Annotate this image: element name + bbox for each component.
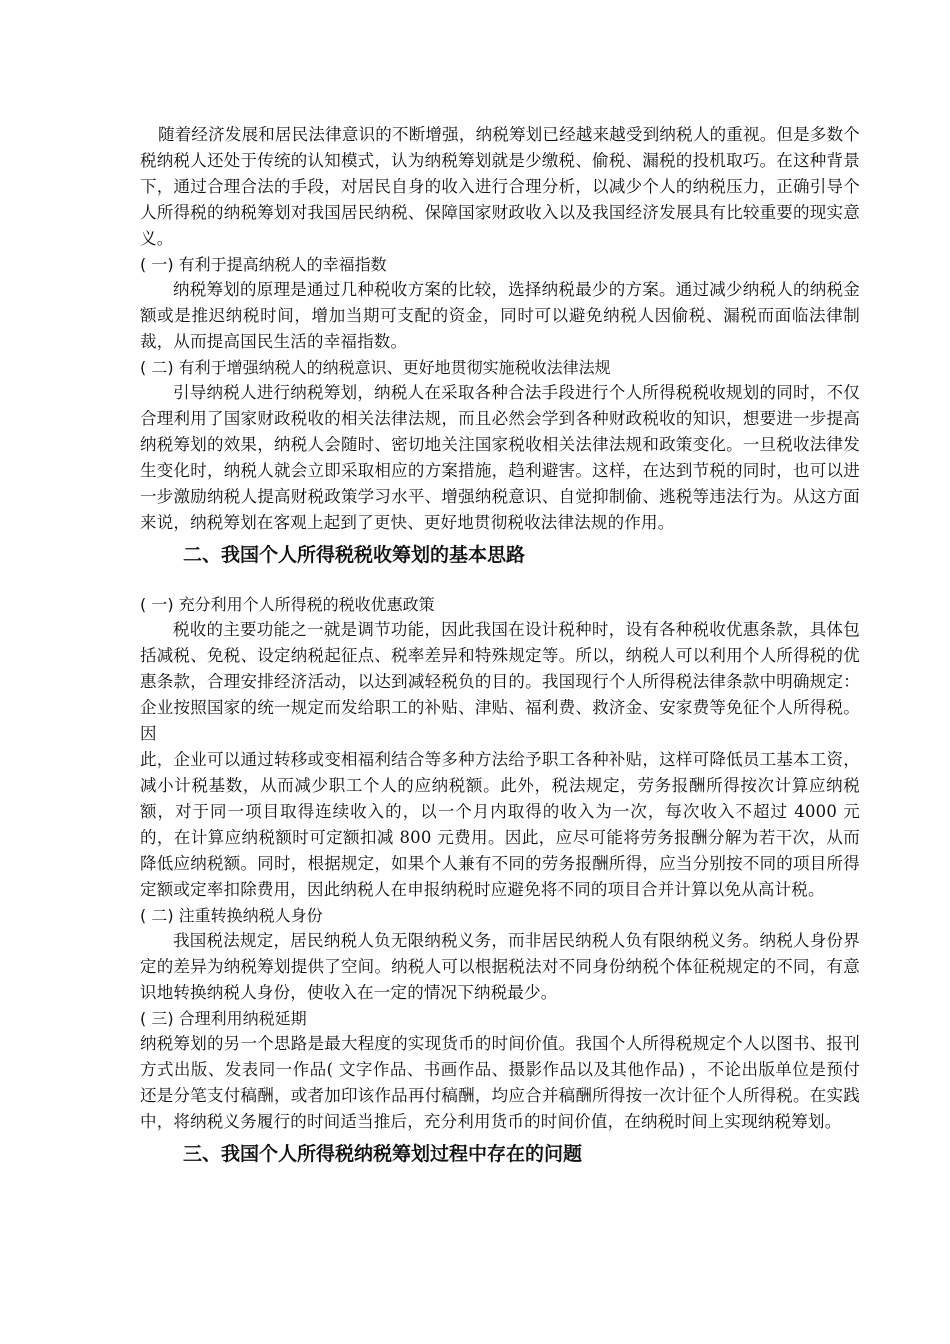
section-2-2-body: 我国税法规定，居民纳税人负无限纳税义务，而非居民纳税人负有限纳税义务。纳税人身份界定的差异为纳税筹划提供了空间。纳税人可以根据税法对不同身份纳税个体征税规定的不同，有意识地转换纳税人身份，使收入在一定的情况下纳税最少。 bbox=[140, 931, 860, 1002]
section-2-1-body-b: 此，企业可以通过转移或变相福利结合等多种方法给予职工各种补贴，这样可降低员工基本工资，减小计税基数，从而减少职工个人的应纳税额。此外，税法规定，劳务报酬所得按次计算应纳税额，对于同一项目取得连续收入的，以一个月内取得的收入为一次，每次收入不超过 4000 元的，在计算应纳税额时可定额扣减 800 元费用。因此，应尽可能将劳务报酬分解为若干次，从而降低应纳税额。同时，根据规定，如果个人兼有不同的劳务报酬所得，应当分别按不同的项目所得定额或定率扣除费用，因此纳税人在申报纳税时应避免将不同的项目合并计算以免从高计税。 bbox=[140, 750, 860, 899]
section-1-2-title: ( 二) 有利于增强纳税人的纳税意识、更好地贯彻实施税收法律法规 bbox=[140, 358, 611, 377]
heading-2: 二、我国个人所得税税收筹划的基本思路 bbox=[183, 544, 526, 566]
section-2-1-body-a: 税收的主要功能之一就是调节功能，因此我国在设计税种时，设有各种税收优惠条款，具体包括减税、免税、设定纳税起征点、税率差异和特殊规定等。所以，纳税人可以利用个人所得税的优惠条款，合理安排经济活动，以达到减轻税负的目的。我国现行个人所得税法律条款中明确规定：企业按照国家的统一规定而发给职工的补贴、津贴、福利费、救济金、安家费等免征个人所得税。因 bbox=[140, 620, 860, 743]
heading-3: 三、我国个人所得税纳税筹划过程中存在的问题 bbox=[183, 1143, 583, 1165]
section-1-2-body: 引导纳税人进行纳税筹划，纳税人在采取各种合法手段进行个人所得税税收规划的同时，不仅合理利用了国家财政税收的相关法律法规，而且必然会学到各种财政税收的知识，想要进一步提高纳税筹划的效果，纳税人会随时、密切地关注国家税收相关法律法规和政策变化。一旦税收法律发生变化时，纳税人就会立即采取相应的方案措施，趋利避害。这样，在达到节税的同时，也可以进一步激励纳税人提高财税政策学习水平、增强纳税意识、自觉抑制偷、逃税等违法行为。从这方面来说，纳税筹划在客观上起到了更快、更好地贯彻税收法律法规的作用。 bbox=[140, 383, 860, 532]
intro-paragraph: 随着经济发展和居民法律意识的不断增强，纳税筹划已经越来越受到纳税人的重视。但是多数个税纳税人还处于传统的认知模式，认为纳税筹划就是少缴税、偷税、漏税的投机取巧。在这种背景下，通过合理合法的手段，对居民自身的收入进行合理分析，以减少个人的纳税压力，正确引导个人所得税的纳税筹划对我国居民纳税、保障国家财政收入以及我国经济发展具有比较重要的现实意义。 bbox=[140, 125, 860, 248]
section-2-1-title: ( 一) 充分利用个人所得税的税收优惠政策 bbox=[140, 595, 435, 614]
section-1-1-body: 纳税筹划的原理是通过几种税收方案的比较，选择纳税最少的方案。通过减少纳税人的纳税金额或是推迟纳税时间，增加当期可支配的资金，同时可以避免纳税人因偷税、漏税而面临法律制裁，从而提高国民生活的幸福指数。 bbox=[140, 280, 860, 351]
section-1-1-title: ( 一) 有利于提高纳税人的幸福指数 bbox=[140, 255, 387, 274]
section-2-2-title: ( 二) 注重转换纳税人身份 bbox=[140, 906, 323, 925]
section-2-3-body: 纳税筹划的另一个思路是最大程度的实现货币的时间价值。我国个人所得税规定个人以图书、报刊方式出版、发表同一作品( 文字作品、书画作品、摄影作品以及其他作品) ，不论出版单位是预付还是分笔支付稿酬，或者加印该作品再付稿酬，均应合并稿酬所得按一次计征个人所得税。在实践中，将纳税义务履行的时间适当推后，充分利用货币的时间价值，在纳税时间上实现纳税筹划。 bbox=[140, 1034, 860, 1131]
document-page bbox=[140, 122, 860, 1169]
section-2-3-title: ( 三) 合理利用纳税延期 bbox=[140, 1009, 307, 1028]
